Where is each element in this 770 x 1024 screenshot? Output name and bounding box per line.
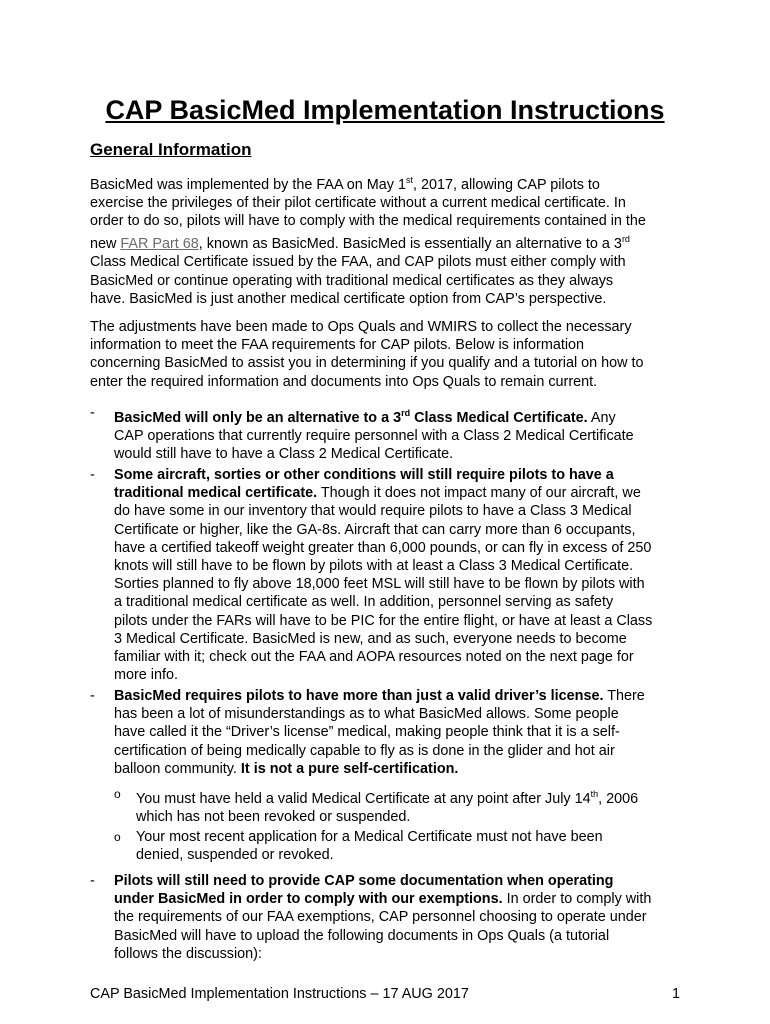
dash-marker: -: [90, 405, 95, 421]
far-part-68-link[interactable]: FAR Part 68: [120, 236, 199, 253]
intro-paragraph: BasicMed was implemented by the FAA on May 1st, 2017, allowing CAP pilots to exercise the privileges of their pilot certificate without a current medical certificate. In order to do so, pilots will have to comply with the medical requirements contained in the new FAR Part 68, known as BasicMed. BasicMed is essentially an alternative to a 3rd Class Medical Certificate issued by the FAA, and CAP pilots must either comply with BasicMed or continue operating with traditional medical certificates as they always have. BasicMed is just another medical certificate option from CAP’s perspective.: [90, 175, 646, 307]
circle-marker: o: [114, 787, 121, 801]
dash-marker: -: [90, 873, 95, 889]
dash-marker: -: [90, 688, 95, 704]
section-heading: General Information: [90, 140, 252, 159]
page-title: CAP BasicMed Implementation Instructions: [105, 95, 665, 125]
adjustments-paragraph: The adjustments have been made to Ops Quals and WMIRS to collect the necessary information to meet the FAA requirements for CAP pilots. Below is information concerning BasicMed to assist you in determining if you qualify and a tutorial on how to enter the required information and documents into Ops Quals to remain current.: [90, 319, 644, 390]
dash-marker: -: [90, 467, 95, 483]
circle-marker: o: [114, 830, 121, 844]
document-page: CAP BasicMed Implementation Instructions General Information BasicMed was implemented by the FAA on May 1st, 2017, allowing CAP pilots to exercise the privileges of their pilot certificate without a current medical certificate. In order to do so, pilots will have to comply with the medical requirements contained in the new FAR Part 68, known as BasicMed. BasicMed is essentially an alternative to a 3rd Class Medical Certificate issued by the FAA, and CAP pilots must either comply with BasicMed or continue operating with traditional medical certificates as they always have. BasicMed is just another medical certificate option from CAP’s perspective. The adjustments have been made to Ops Quals and WMIRS to collect the necessary information to meet the FAA requirements for CAP pilots. Below is information concerning BasicMed to assist you in determining if you qualify and a tutorial on how to enter the required information and documents into Ops Quals to remain current. - BasicMed will only be an alternative to a 3rd Class Medical Certificate. Any CAP operations that currently require personnel with a Class 2 Medical Certificate would still have to have a Class 2 Medical Certificate. - Some aircraft, sorties or other conditions will still require pilots to have a traditional medical certificate. Though it does not impact many of our aircraft, we do have some in our inventory that would require pilots to have a Class 3 Medical Certificate or higher, like the GA-8s. Aircraft that can carry more than 6 occupants, have a certified takeoff weight greater than 6,000 pounds, or can fly in excess of 250 knots will still have to be flown by pilots with at least a Class 3 Medical Certificate. Sorties planned to fly above 18,000 feet MSL will still have to be flown by pilots with a traditional medical certificate as well. In addition, personnel serving as safety pilots under the FARs will have to be PIC for the entire flight, or have at least a Class 3 Medical Certificate. BasicMed is new, and as such, everyone needs to become familiar with it; check out the FAA and AOPA resources noted on the next page for more info. - BasicMed requires pilots to have more than just a valid driver’s license. There has been a lot of misunderstandings as to what BasicMed allows. Some people have called it the “Driver’s license” medical, making people think that it is a self- certification of being medically capable to fly as is done in the glider and hot air balloon community. It is not a pure self-certification. o You must have held a valid Medical Certificate at any point after July 14th, 2006 which has not been revoked or suspended. o Your most recent application for a Medical Certificate must not have been denied, suspended or revoked. - Pilots will still need to provide CAP some documentation when operating under BasicMed in order to comply with our exemptions. In order to comply with the requirements of our FAA exemptions, CAP personnel choosing to operate under BasicMed will have to upload the following documents in Ops Quals (a tutorial follows the discussion): CAP BasicMed Implementation Instructions – 17 AUG 2017 1: [0, 0, 770, 1024]
footer-text: CAP BasicMed Implementation Instructions – 17 AUG 2017: [90, 986, 469, 1002]
page-number: 1: [672, 986, 681, 1002]
